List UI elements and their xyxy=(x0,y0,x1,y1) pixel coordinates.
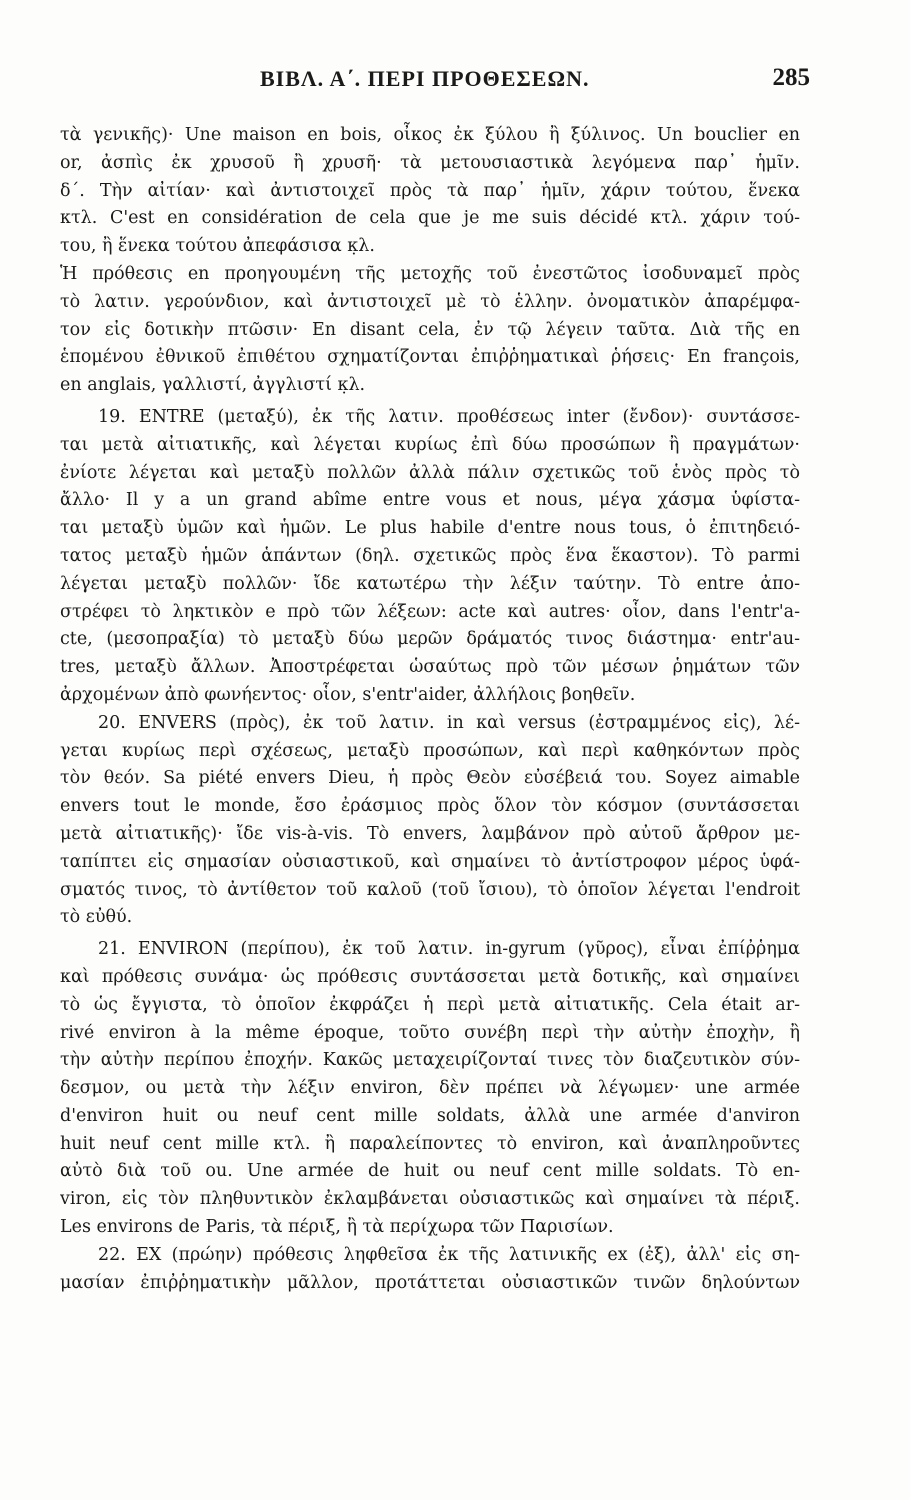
text-line: τὸ ὡς ἔγγιστα, τὸ ὁποῖον ἐκφράζει ἡ περὶ μετὰ αἰτιατικῆς. Cela était ar- xyxy=(60,994,800,1015)
body-text xyxy=(60,122,800,1297)
text-line: τὸ εὐθύ. xyxy=(60,907,133,928)
text-line: ται μετὰ αἰτιατικῆς, καὶ λέγεται κυρίως ἐπὶ δύω προσώπων ἢ πραγμάτων· xyxy=(60,434,800,455)
text-line: κτλ. C'est en considération de cela que je me suis décidé κτλ. χάριν τού- xyxy=(60,208,800,229)
text-line: ταπίπτει εἰς σημασίαν οὐσιαστικοῦ, καὶ σημαίνει τὸ ἀντίστροφον μέρος ὑφά- xyxy=(60,851,800,872)
text-line: σματός τινος, τὸ ἀντίθετον τοῦ καλοῦ (τοῦ ἴσιου), τὸ ὁποῖον λέγεται l'endroit xyxy=(60,879,800,900)
page-header xyxy=(60,66,810,102)
section-heading-19: 19. ENTRE (μεταξύ), ἐκ τῆς λατιν. προθέσεως inter (ἔνδον)· συντάσσε- xyxy=(98,406,800,427)
section-heading-21: 21. ENVIRON (περίπου), ἐκ τοῦ λατιν. in-gyrum (γῦρος), εἶναι ἐπίῤῥημα xyxy=(98,939,800,960)
running-head: ΒΙΒΛ. Α΄. ΠΕΡΙ ΠΡΟΘΕΣΕΩΝ. xyxy=(260,66,590,91)
text-line: d'environ huit ou neuf cent mille soldats, ἀλλὰ une armée d'anviron xyxy=(60,1105,800,1126)
text-line: τον εἰς δοτικὴν πτῶσιν· En disant cela, ἐν τῷ λέγειν ταῦτα. Διὰ τῆς en xyxy=(60,319,800,340)
text-line: τὰ γενικῆς)· Une maison en bois, οἶκος ἐκ ξύλου ἢ ξύλινος. Un bouclier en xyxy=(60,125,800,145)
text-line: τὴν αὐτὴν περίπου ἐποχήν. Κακῶς μεταχειρίζονταί τινες τὸν διαζευτικὸν σύν- xyxy=(60,1050,800,1071)
text-line: Ἡ πρόθεσις en προηγουμένη τῆς μετοχῆς τοῦ ἐνεστῶτος ἰσοδυναμεῖ πρὸς xyxy=(60,263,800,284)
text-line: του, ἢ ἕνεκα τούτου ἀπεφάσισα κ̣λ. xyxy=(60,236,375,257)
page-number: 285 xyxy=(772,64,810,91)
text-line: αὐτὸ διὰ τοῦ ou. Une armée de huit ou neuf cent mille soldats. Τὸ en- xyxy=(60,1161,800,1182)
text-line: rivé environ à la même époque, τοῦτο συνέβη περὶ τὴν αὐτὴν ἐποχὴν, ἢ xyxy=(60,1022,800,1043)
text-line: δεσμον, ou μετὰ τὴν λέξιν environ, δὲν πρέπει νὰ λέγωμεν· une armée xyxy=(60,1078,800,1099)
text-line: viron, εἰς τὸν πληθυντικὸν ἐκλαμβάνεται οὐσιαστικῶς καὶ σημαίνει τὰ πέριξ. xyxy=(60,1189,800,1210)
text-line: ἄλλο· Il y a un grand abîme entre vous et nous, μέγα χάσμα ὑφίστα- xyxy=(60,490,800,511)
text-line: γεται κυρίως περὶ σχέσεως, μεταξὺ προσώπων, καὶ περὶ καθηκόντων πρὸς xyxy=(60,740,800,761)
text-line: envers tout le monde, ἔσο ἐράσμιος πρὸς ὅλον τὸν κόσμον (συντάσσεται xyxy=(60,796,800,817)
section-heading-20: 20. ENVERS (πρὸς), ἐκ τοῦ λατιν. in καὶ versus (ἐστραμμένος εἰς), λέ- xyxy=(98,712,800,733)
text-line: τὸ λατιν. γερούνδιον, καὶ ἀντιστοιχεῖ μὲ τὸ ἑλλην. ὀνοματικὸν ἀπαρέμφα- xyxy=(60,291,800,312)
text-line: tres, μεταξὺ ἄλλων. Ἀποστρέφεται ὡσαύτως πρὸ τῶν μέσων ῥημάτων τῶν xyxy=(60,657,800,678)
text-line: δ΄. Τὴν αἰτίαν· καὶ ἀντιστοιχεῖ πρὸς τὰ παρ᾿ ἡμῖν, χάριν τούτου, ἕνεκα xyxy=(60,180,800,201)
text-line: καὶ πρόθεσις συνάμα· ὡς πρόθεσις συντάσσεται μετὰ δοτικῆς, καὶ σημαίνει xyxy=(60,966,800,987)
text-line: λέγεται μεταξὺ πολλῶν· ἴδε κατωτέρω τὴν λέξιν ταύτην. Τὸ entre ἀπο- xyxy=(60,573,800,594)
text-line: or, ἀσπὶς ἐκ χρυσοῦ ἢ χρυσῆ· τὰ μετουσιαστικὰ λεγόμενα παρ᾿ ἡμῖν. xyxy=(60,152,800,173)
text-line: ἐνίοτε λέγεται καὶ μεταξὺ πολλῶν ἀλλὰ πάλιν σχετικῶς τοῦ ἑνὸς πρὸς τὸ xyxy=(60,462,800,483)
text-line: μετὰ αἰτιατικῆς)· ἴδε vis-à-vis. Τὸ envers, λαμβάνον πρὸ αὐτοῦ ἄρθρον με- xyxy=(60,823,800,844)
text-line: τατος μεταξὺ ἡμῶν ἁπάντων (δηλ. σχετικῶς πρὸς ἕνα ἕκαστον). Τὸ parmi xyxy=(60,545,800,566)
text-line: en anglais, γαλλιστί, ἀγγλιστί κ̣λ. xyxy=(60,375,366,396)
text-line: ται μεταξὺ ὑμῶν καὶ ἡμῶν. Le plus habile d'entre nous tous, ὁ ἐπιτηδειό- xyxy=(60,518,800,539)
section-heading-22: 22. EX (πρώην) πρόθεσις ληφθεῖσα ἐκ τῆς λατινικῆς ex (ἐξ), ἀλλ' εἰς ση- xyxy=(98,1244,800,1265)
text-line: μασίαν ἐπιῤῥηματικὴν μᾶλλον, προτάττεται οὐσιαστικῶν τινῶν δηλούντων xyxy=(60,1272,800,1293)
text-line: στρέφει τὸ ληκτικὸν e πρὸ τῶν λέξεων: acte καὶ autres· οἷον, dans l'entr'a- xyxy=(60,601,800,622)
text-line: huit neuf cent mille κτλ. ἢ παραλείποντες τὸ environ, καὶ ἀναπληροῦντες xyxy=(60,1133,800,1154)
text-line: ἀρχομένων ἀπὸ φωνήεντος· οἷον, s'entr'aider, ἀλλήλοις βοηθεῖν. xyxy=(60,684,636,705)
text-line: τὸν θεόν. Sa piété envers Dieu, ἡ πρὸς Θεὸν εὐσέβειά του. Soyez aimable xyxy=(60,768,800,789)
text-line: Les environs de Paris, τὰ πέριξ, ἢ τὰ περίχωρα τῶν Παρισίων. xyxy=(60,1217,614,1238)
text-line: ἑπομένου ἐθνικοῦ ἐπιθέτου σχηματίζονται ἐπιῤῥηματικαὶ ῥήσεις· En françois, xyxy=(60,347,800,368)
text-line: cte, (μεσοπραξία) τὸ μεταξὺ δύω μερῶν δράματός τινος διάστημα· entr'au- xyxy=(60,629,800,650)
